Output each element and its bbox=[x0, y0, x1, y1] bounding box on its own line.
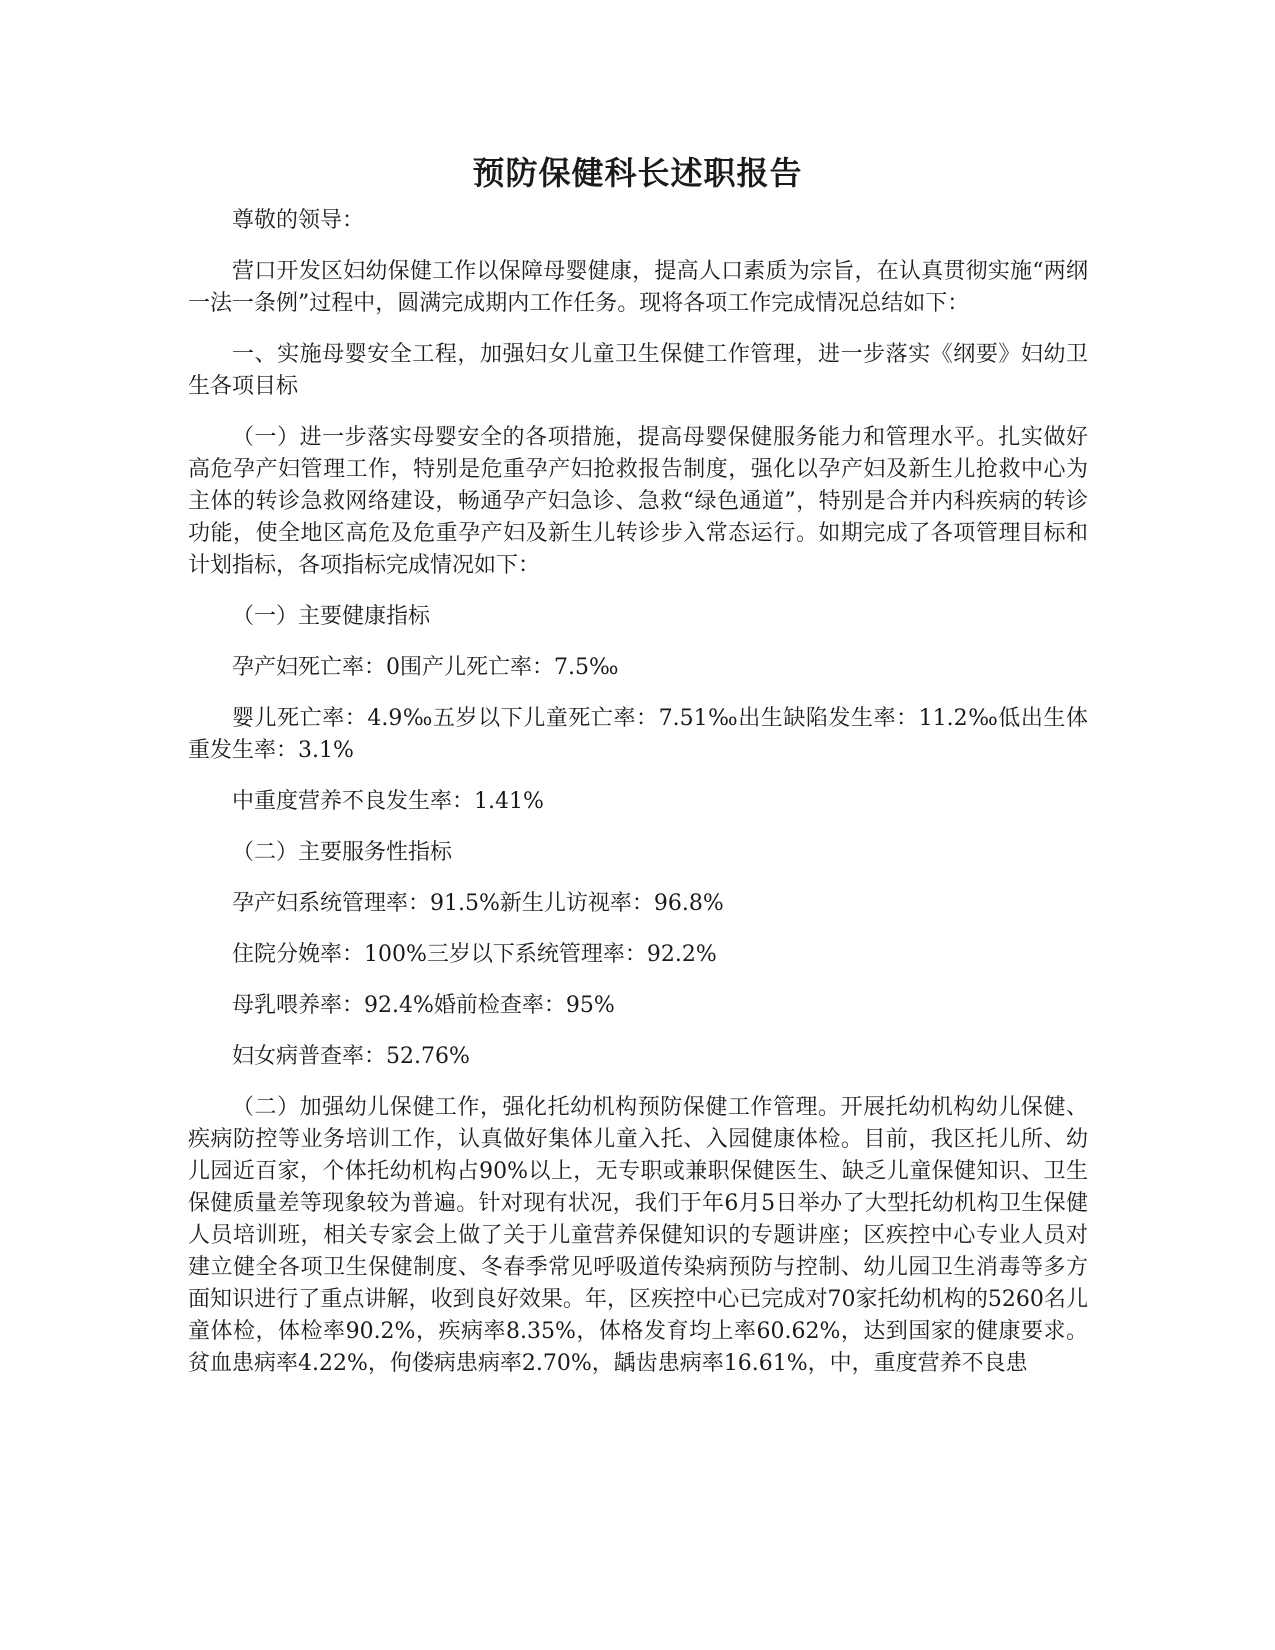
document-body bbox=[188, 205, 1088, 1399]
section-heading-1: 一、实施母婴安全工程，加强妇女儿童卫生保健工作管理，进一步落实《纲要》妇幼卫生各项目标 bbox=[188, 342, 1088, 399]
subheading-service-indicators: （二）主要服务性指标 bbox=[232, 840, 453, 865]
indicator-line: 婴儿死亡率：4.9‰五岁以下儿童死亡率：7.51‰出生缺陷发生率：11.2‰低出生体重发生率：3.1% bbox=[188, 706, 1088, 763]
indicator-line: 住院分娩率：100%三岁以下系统管理率：92.2% bbox=[232, 942, 717, 967]
indicator-line: 孕产妇系统管理率：91.5%新生儿访视率：96.8% bbox=[232, 891, 724, 916]
indicator-line: 母乳喂养率：92.4%婚前检查率：95% bbox=[232, 993, 615, 1018]
salutation: 尊敬的领导： bbox=[232, 208, 365, 233]
indicator-line: 孕产妇死亡率：0围产儿死亡率：7.5‰ bbox=[232, 655, 619, 680]
indicator-line: 妇女病普查率：52.76% bbox=[232, 1044, 470, 1069]
subsection-paragraph-1: （一）进一步落实母婴安全的各项措施，提高母婴保健服务能力和管理水平。扎实做好高危孕产妇管理工作，特别是危重孕产妇抢救报告制度，强化以孕产妇及新生儿抢救中心为主体的转诊急救网络建设，畅通孕产妇急诊、急救“绿色通道”，特别是合并内科疾病的转诊功能，使全地区高危及危重孕产妇及新生儿转诊步入常态运行。如期完成了各项管理目标和计划指标，各项指标完成情况如下： bbox=[188, 425, 1088, 578]
subsection-paragraph-2: （二）加强幼儿保健工作，强化托幼机构预防保健工作管理。开展托幼机构幼儿保健、疾病防控等业务培训工作，认真做好集体儿童入托、入园健康体检。目前，我区托儿所、幼儿园近百家，个体托幼机构占90%以上，无专职或兼职保健医生、缺乏儿童保健知识、卫生保健质量差等现象较为普遍。针对现有状况，我们于年6月5日举办了大型托幼机构卫生保健人员培训班，相关专家会上做了关于儿童营养保健知识的专题讲座；区疾控中心专业人员对建立健全各项卫生保健制度、冬春季常见呼吸道传染病预防与控制、幼儿园卫生消毒等多方面知识进行了重点讲解，收到良好效果。年，区疾控中心已完成对70家托幼机构的5260名儿童体检，体检率90.2%，疾病率8.35%，体格发育均上率60.62%，达到国家的健康要求。贫血患病率4.22%，佝偻病患病率2.70%，龋齿患病率16.61%，中，重度营养不良患 bbox=[188, 1095, 1088, 1376]
indicator-line: 中重度营养不良发生率：1.41% bbox=[232, 789, 544, 814]
intro-paragraph: 营口开发区妇幼保健工作以保障母婴健康，提高人口素质为宗旨，在认真贯彻实施“两纲一法一条例”过程中，圆满完成期内工作任务。现将各项工作完成情况总结如下： bbox=[188, 259, 1088, 316]
document-title: 预防保健科长述职报告 bbox=[472, 154, 803, 192]
subheading-health-indicators: （一）主要健康指标 bbox=[232, 604, 431, 629]
